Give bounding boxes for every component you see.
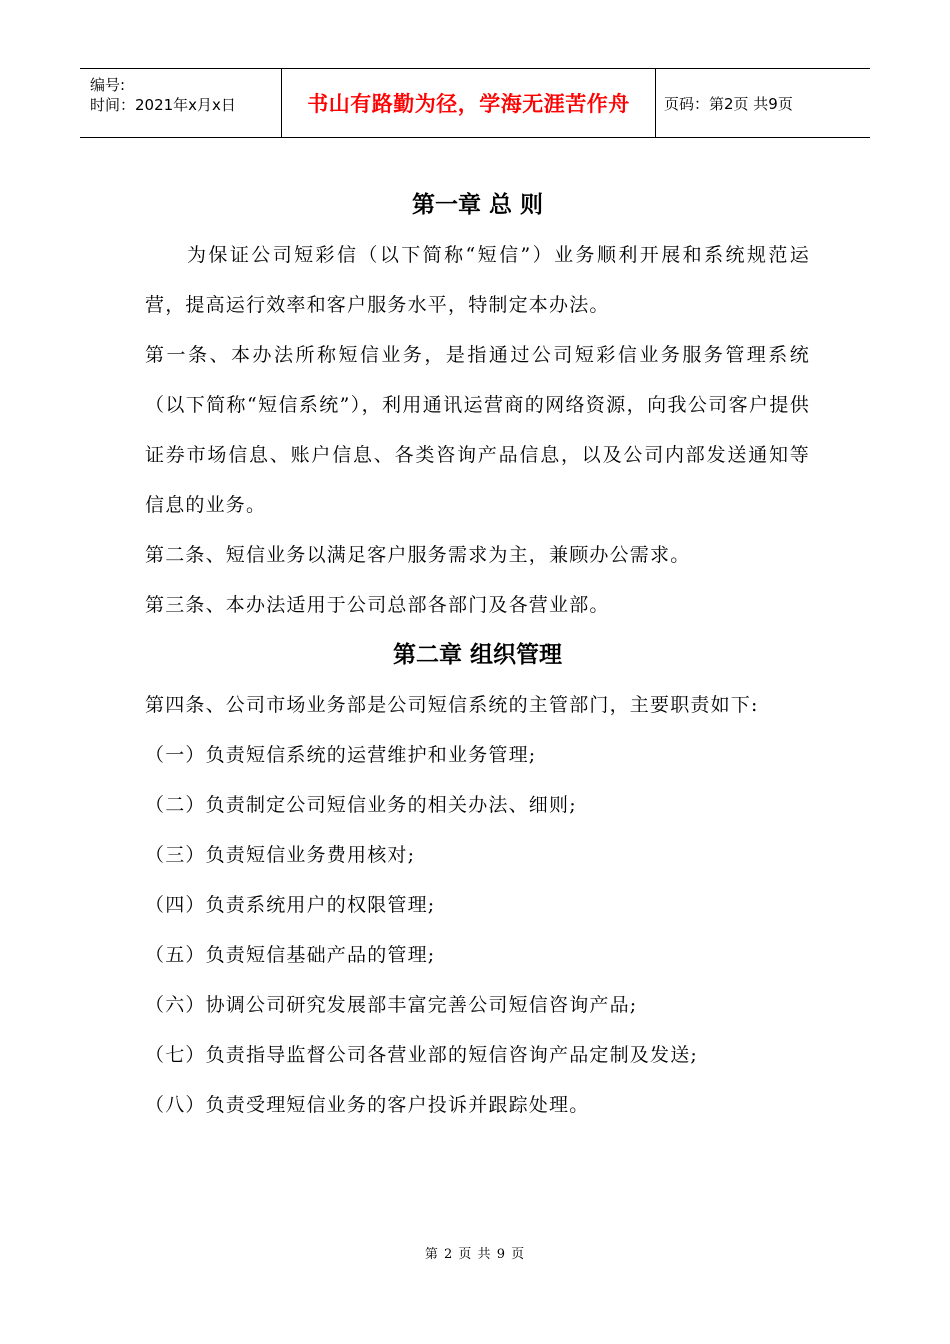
duty-item: （八）负责受理短信业务的客户投诉并跟踪处理。 [145, 1094, 590, 1116]
chapter-2-title: 第二章 组织管理 [392, 642, 562, 668]
duty-item: （三）负责短信业务费用核对; [145, 844, 416, 866]
duty-item: （二）负责制定公司短信业务的相关办法、细则; [145, 794, 577, 816]
duty-item: （六）协调公司研究发展部丰富完善公司短信咨询产品; [145, 994, 638, 1016]
duty-item: （五）负责短信基础产品的管理; [145, 944, 436, 966]
duty-item: （一）负责短信系统的运营维护和业务管理; [145, 744, 537, 766]
article-4: 第四条、公司市场业务部是公司短信系统的主管部门，主要职责如下: [145, 694, 759, 716]
header-meta [80, 69, 282, 137]
duty-item: （四）负责系统用户的权限管理; [145, 894, 436, 916]
duty-item: （七）负责指导监督公司各营业部的短信咨询产品定制及发送; [145, 1044, 699, 1066]
date-label: 时间：2021年x月x日 [90, 96, 236, 114]
article-3: 第三条、本办法适用于公司总部各部门及各营业部。 [145, 594, 610, 616]
document-body [145, 180, 810, 1130]
header-motto: 书山有路勤为径，学海无涯苦作舟 [282, 69, 656, 137]
chapter-1-title: 第一章 总 则 [411, 192, 543, 218]
page-footer: 第 2 页 共 9 页 [424, 1247, 526, 1262]
article-1: 第一条、本办法所称短信业务，是指通过公司短彩信业务服务管理系统（以下简称“短信系统”），利用通讯运营商的网络资源，向我公司客户提供证券市场信息、账户信息、各类咨询产品信息，以及公司内部发送通知等信息的业务。 [145, 344, 810, 516]
number-label: 编号: [90, 76, 126, 94]
page-header [80, 68, 870, 138]
header-page-info: 页码：第2页 共9页 [664, 94, 793, 113]
chapter-1-intro: 为保证公司短彩信（以下简称“短信”）业务顺利开展和系统规范运营，提高运行效率和客户服务水平，特制定本办法。 [145, 244, 810, 316]
article-2: 第二条、短信业务以满足客户服务需求为主，兼顾办公需求。 [145, 544, 691, 566]
